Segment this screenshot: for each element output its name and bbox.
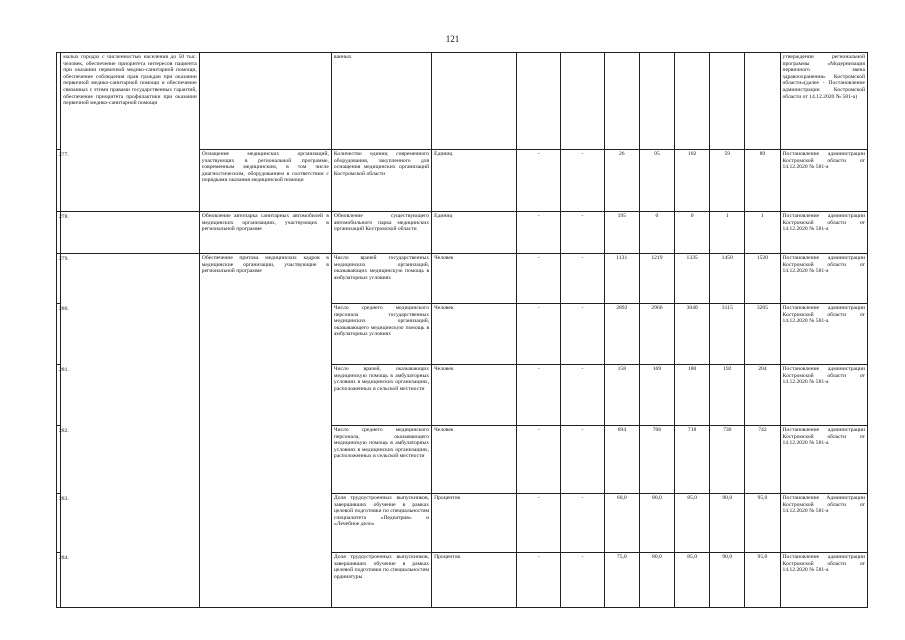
value-cell: 90,0 xyxy=(710,553,745,608)
value-cell: 1 xyxy=(710,212,745,254)
value-cell: 95 xyxy=(639,150,674,212)
row-number: 282. xyxy=(57,426,61,494)
cell-empty xyxy=(675,53,710,150)
value-cell: 26 xyxy=(604,150,639,212)
value-cell: 0 xyxy=(675,212,710,254)
page-number: 121 xyxy=(445,34,460,44)
basis-text: Постановление администрации Костромской области от 14.12.2020 № 581-а xyxy=(780,553,868,608)
indicator-tail: ванных xyxy=(331,53,431,150)
indicator-text: Доля трудоустроенных выпускников, завершивших обучение в рамках целевой подготовки по специальностям ординатуры xyxy=(331,553,431,608)
unit-text: Процентов xyxy=(432,494,517,553)
value-cell: 158 xyxy=(604,365,639,426)
value-cell: - xyxy=(561,254,605,304)
unit-text: Человек xyxy=(432,365,517,426)
value-cell: - xyxy=(561,212,605,254)
value-cell: 192 xyxy=(710,365,745,426)
value-cell: 95,0 xyxy=(745,553,780,608)
goal-text: малых городах с численностью населения до 50 тыс. человек, обеспечение приоритета интересов пациента при оказании первичной медико-санитарной помощи, обеспечение соблюдения прав граждан при оказании первичной медико-санитарной помощи и обеспечение связанных с этими правами государственных гарантий, обеспечение приоритета профилактики при оказании первичной медико-санитарной помощи xyxy=(61,53,200,212)
value-cell: 1 xyxy=(745,212,780,254)
value-cell: - xyxy=(517,365,561,426)
value-cell: 102 xyxy=(675,150,710,212)
value-cell: 1450 xyxy=(710,254,745,304)
cell-empty xyxy=(561,53,605,150)
value-cell: - xyxy=(561,553,605,608)
value-cell: 694 xyxy=(604,426,639,494)
cell-empty xyxy=(199,53,331,150)
value-cell: - xyxy=(517,426,561,494)
basis-text: Постановление администрации Костромской области от 14.12.2020 № 581-а xyxy=(780,304,868,365)
value-cell: 2892 xyxy=(604,304,639,365)
cell-empty xyxy=(710,53,745,150)
value-cell: 204 xyxy=(745,365,780,426)
indicator-text: Обновление существующего автомобильного парка медицинских организаций Костромской области xyxy=(331,212,431,254)
value-cell: 95,0 xyxy=(745,494,780,553)
basis-text: Постановление администрации Костромской области от 14.12.2020 № 581-а xyxy=(780,150,868,212)
value-cell: 169 xyxy=(639,365,674,426)
value-cell: - xyxy=(517,304,561,365)
basis-text: Постановление администрации Костромской области от 14.12.2020 № 581-а xyxy=(780,426,868,494)
value-cell: 195 xyxy=(604,212,639,254)
unit-text: Единиц xyxy=(432,212,517,254)
basis-text: Постановление администрации Костромской области от 14.12.2020 № 581-а xyxy=(780,254,868,304)
value-cell: - xyxy=(561,150,605,212)
value-cell: 80,0 xyxy=(639,494,674,553)
value-cell: - xyxy=(561,426,605,494)
row-number: 284. xyxy=(57,553,61,608)
value-cell: 1335 xyxy=(675,254,710,304)
value-cell: - xyxy=(561,304,605,365)
value-cell: 85,0 xyxy=(675,494,710,553)
value-cell: 730 xyxy=(710,426,745,494)
value-cell: 3205 xyxy=(745,304,780,365)
value-cell: 718 xyxy=(675,426,710,494)
row-number: 283. xyxy=(57,494,61,553)
cell-empty xyxy=(604,53,639,150)
value-cell: 742 xyxy=(745,426,780,494)
task-text: Обеспечение притока медицинских кадров в медицинские организации, участвующие в региональной программе xyxy=(199,254,331,608)
unit-text: Человек xyxy=(432,426,517,494)
unit-text: Человек xyxy=(432,304,517,365)
value-cell: 180 xyxy=(675,365,710,426)
value-cell: 60,0 xyxy=(604,494,639,553)
row-number: 278. xyxy=(57,212,61,254)
goal-empty xyxy=(61,254,200,608)
indicator-text: Число среднего медицинского персонала, оказывающего медицинскую помощь в амбулаторных условиях в медицинских организациях, расположенных в сельской местности xyxy=(331,426,431,494)
cell-empty xyxy=(639,53,674,150)
value-cell: 1131 xyxy=(604,254,639,304)
basis-text: утверждении региональной программы «Модернизация первичного звена здравоохранения» Костромской области»(далее - Постановление администрации Костромской области от 14.12.2020 № 581-а) xyxy=(780,53,868,150)
value-cell: - xyxy=(517,553,561,608)
indicator-text: Доля трудоустроенных выпускников, завершивших обучение в рамках целевой подготовки по специальностям специалитета «Педиатрия» и «Лечебное дело» xyxy=(331,494,431,553)
value-cell: 1219 xyxy=(639,254,674,304)
value-cell: 0 xyxy=(639,212,674,254)
indicators-table xyxy=(56,52,868,608)
value-cell: 3040 xyxy=(675,304,710,365)
basis-text: Постановление администрации Костромской области от 14.12.2020 № 581-а xyxy=(780,212,868,254)
value-cell: 89 xyxy=(745,150,780,212)
task-text: Обновление автопарка санитарных автомобилей в медицинских организациях, участвующих в региональной программе xyxy=(199,212,331,254)
cell-empty xyxy=(745,53,780,150)
task-text: Оснащение медицинских организаций, участвующих в региональной программе, современным медицинским, в том числе диагностическим, оборудованием в соответствии с порядками оказания медицинской помощи xyxy=(199,150,331,212)
value-cell: 80,0 xyxy=(639,553,674,608)
goal-empty xyxy=(61,212,200,254)
value-cell: 3115 xyxy=(710,304,745,365)
value-cell: 706 xyxy=(639,426,674,494)
value-cell: - xyxy=(561,365,605,426)
value-cell: 2966 xyxy=(639,304,674,365)
indicator-text: Число врачей, оказывающих медицинскую помощь в амбулаторных условиях в медицинских организациях, расположенных в сельской местности xyxy=(331,365,431,426)
cell-empty xyxy=(432,53,517,150)
unit-text: Процентов xyxy=(432,553,517,608)
value-cell: 1520 xyxy=(745,254,780,304)
row-number: 280. xyxy=(57,304,61,365)
indicator-text: Число врачей государственных медицинских организаций, оказывающих медицинскую помощь в амбулаторных условиях xyxy=(331,254,431,304)
row-number: 277. xyxy=(57,150,61,212)
table-row xyxy=(57,254,868,304)
basis-text: Постановление администрации Костромской области от 14.12.2020 № 581-а xyxy=(780,365,868,426)
unit-text: Человек xyxy=(432,254,517,304)
value-cell: - xyxy=(517,494,561,553)
value-cell: - xyxy=(561,494,605,553)
value-cell: 85,0 xyxy=(675,553,710,608)
indicator-text: Число среднего медицинского персонала государственных медицинских организаций, оказывающего медицинскую помощь в амбулаторных условиях xyxy=(331,304,431,365)
basis-text: Постановление Администрации Костромской области от 14.12.2020 № 581-а xyxy=(780,494,868,553)
unit-text: Единиц xyxy=(432,150,517,212)
value-cell: - xyxy=(517,254,561,304)
row-number: 279. xyxy=(57,254,61,304)
table-row-continuation xyxy=(57,53,868,150)
indicator-text: Количество единиц современного оборудования, закупленного для оснащения медицинских организаций Костромской области xyxy=(331,150,431,212)
value-cell: 75,0 xyxy=(604,553,639,608)
value-cell: - xyxy=(517,150,561,212)
cell-empty xyxy=(517,53,561,150)
value-cell: 59 xyxy=(710,150,745,212)
value-cell: 90,0 xyxy=(710,494,745,553)
row-number: 281. xyxy=(57,365,61,426)
value-cell: - xyxy=(517,212,561,254)
table-row xyxy=(57,212,868,254)
